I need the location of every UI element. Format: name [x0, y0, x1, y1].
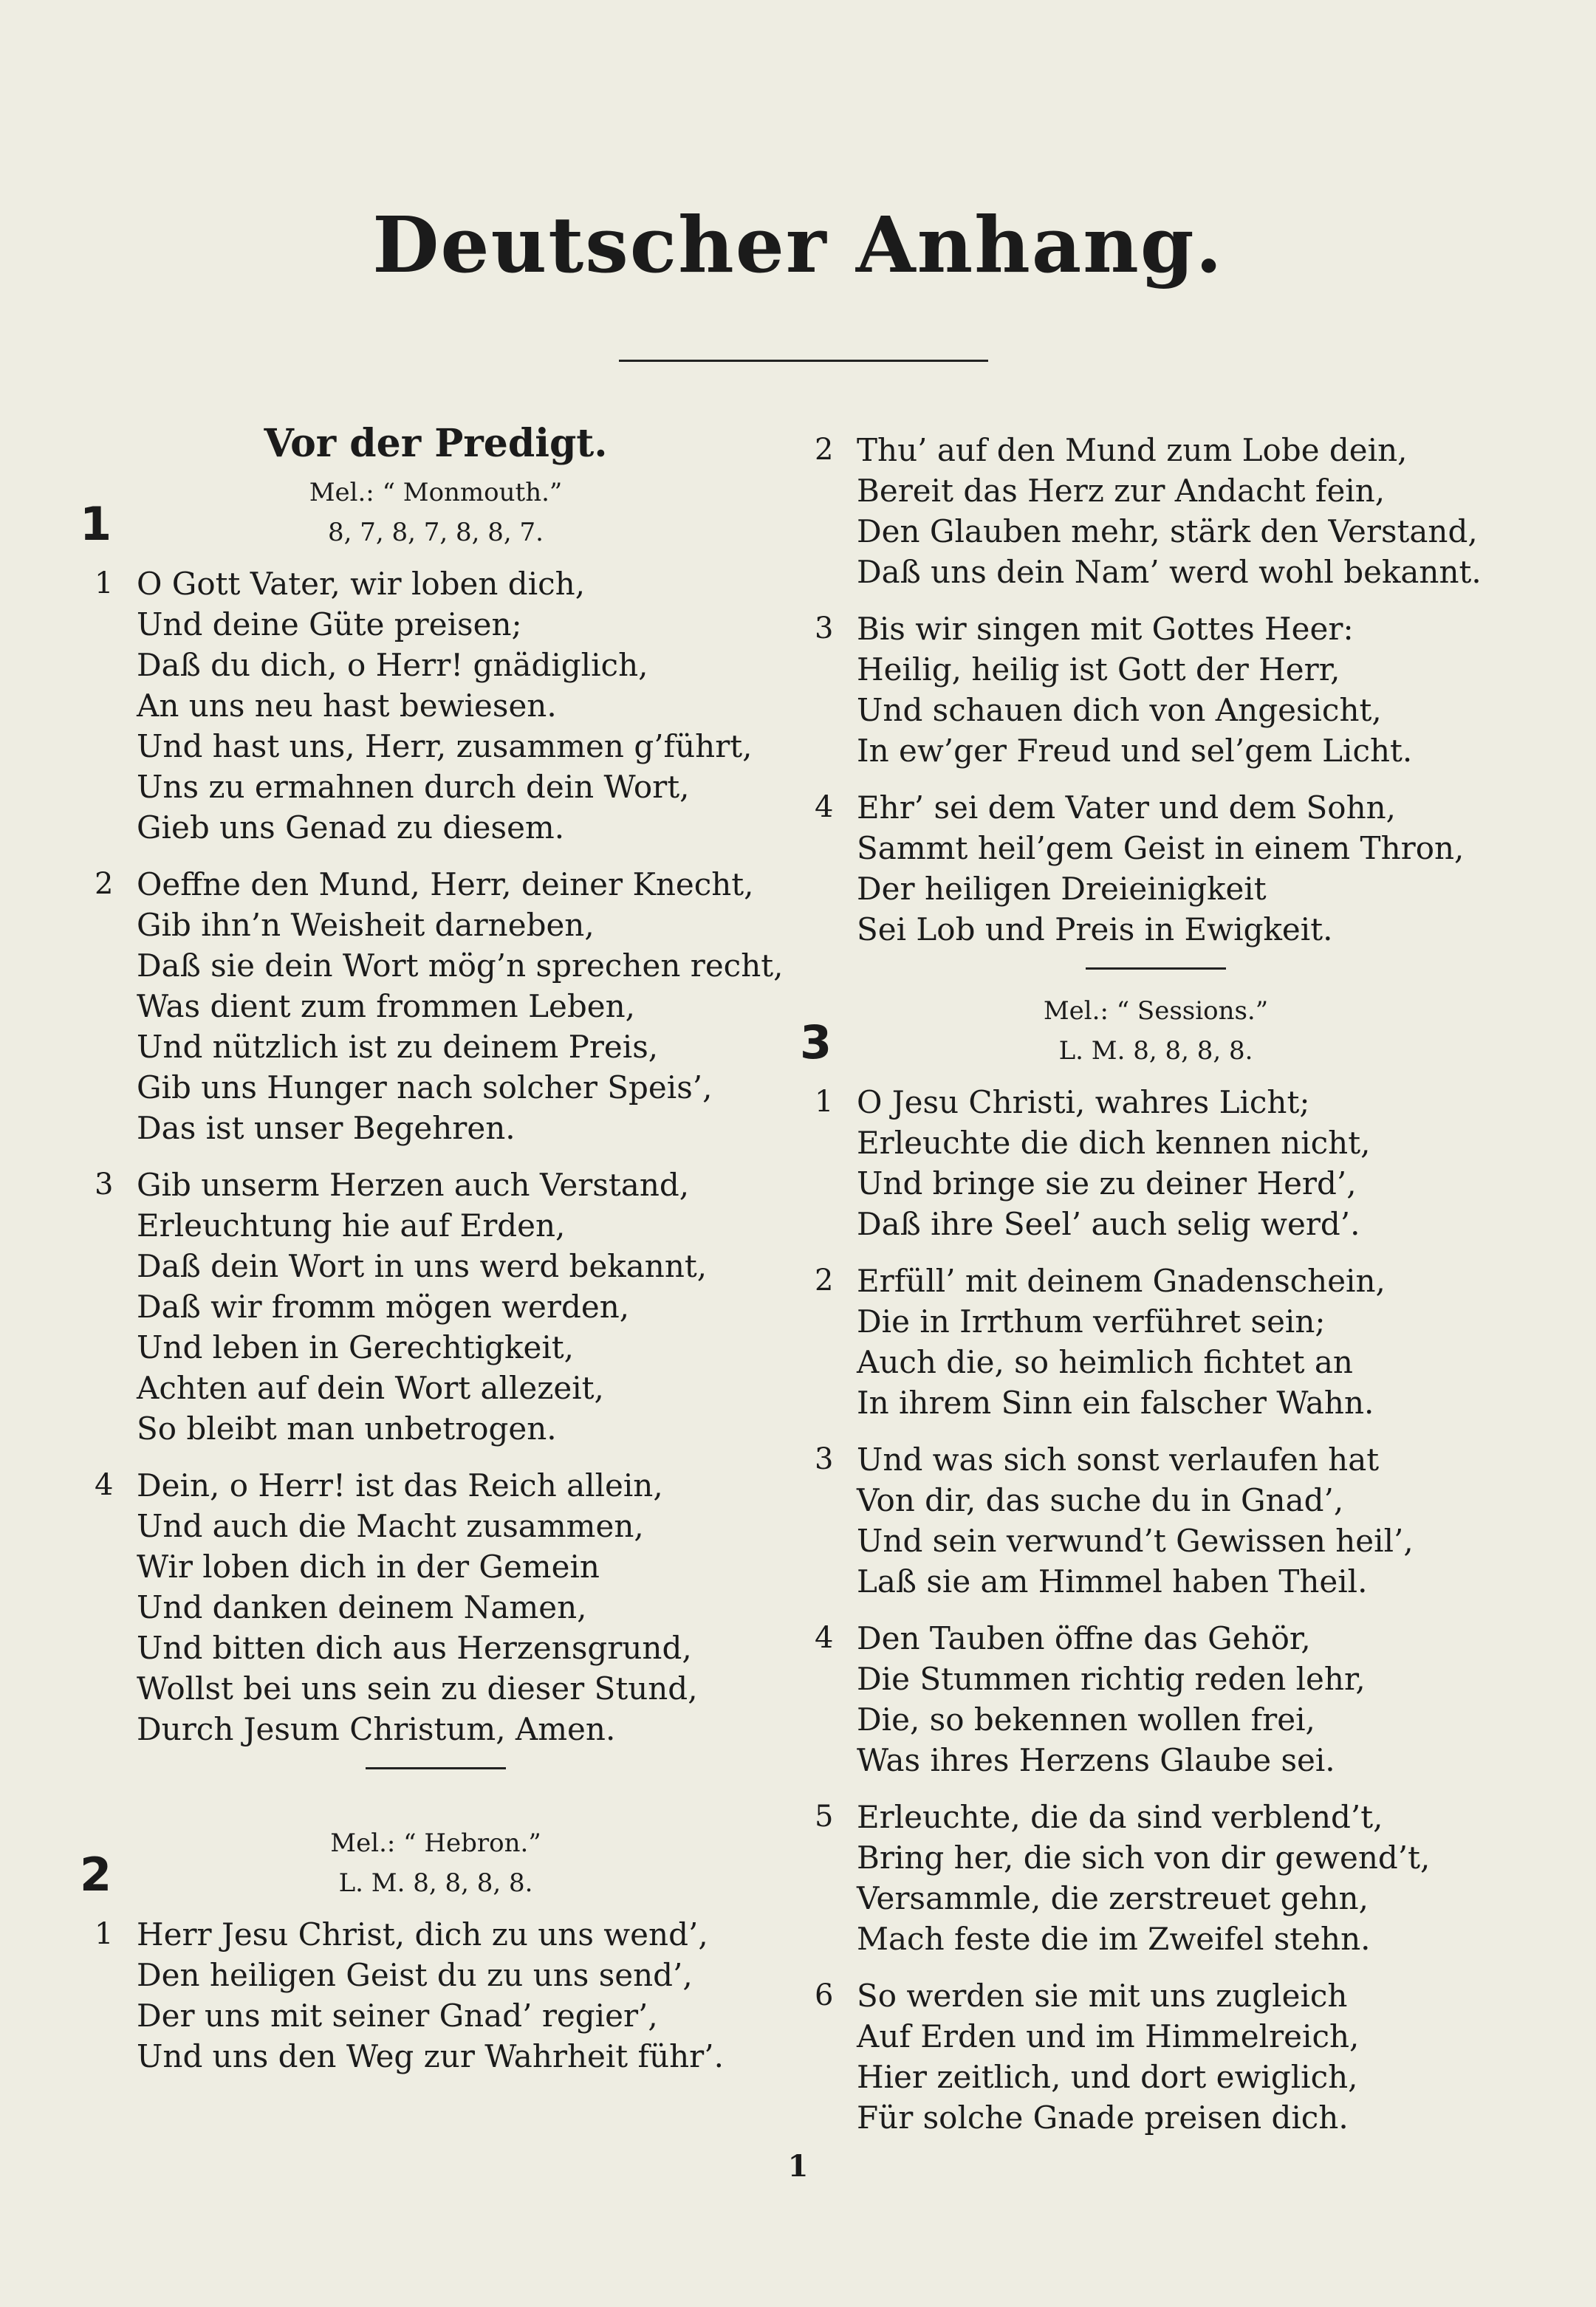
verse-lines	[857, 1439, 1503, 1602]
hymn-meter-row	[80, 497, 783, 555]
verse-number: 2	[815, 1264, 834, 1298]
title-divider	[619, 360, 988, 362]
verse-line: Den Tauben öffne das Gehör,	[857, 1620, 1311, 1656]
verse	[809, 1082, 1503, 1244]
verse-number: 1	[815, 1085, 834, 1119]
verse-number: 3	[95, 1168, 114, 1202]
hymn-meter: L. M. 8, 8, 8, 8.	[338, 1868, 533, 1898]
verse-lines	[857, 1261, 1503, 1423]
verse-line: Was dient zum frommen Leben,	[137, 988, 635, 1024]
verse-line: Daß dein Wort in uns werd bekannt,	[137, 1248, 708, 1284]
verse-line: An uns neu hast bewiesen.	[137, 688, 557, 724]
hymn-meter-row	[80, 1848, 783, 1905]
verse-number: 1	[95, 566, 114, 600]
verse-line: Und nützlich ist zu deinem Preis,	[137, 1029, 659, 1065]
verse-line: Und leben in Gerechtigkeit,	[137, 1329, 575, 1365]
verse-lines	[857, 430, 1503, 592]
verse-list	[809, 430, 1503, 950]
verse-lines	[137, 1465, 783, 1749]
verse-lines	[857, 1618, 1503, 1780]
verse-number: 2	[815, 433, 834, 467]
verse-line: Und danken deinem Namen,	[137, 1589, 587, 1625]
verse-lines	[857, 609, 1503, 771]
verse	[89, 1165, 783, 1449]
hymn-meter: 8, 7, 8, 7, 8, 8, 7.	[328, 518, 544, 547]
verse-line: Daß wir fromm mögen werden,	[137, 1289, 630, 1325]
verse-line: Erleuchtung hie auf Erden,	[137, 1207, 566, 1244]
verse-line: Hier zeitlich, und dort ewiglich,	[857, 2059, 1358, 2095]
verse-line: Laß sie am Himmel haben Theil.	[857, 1563, 1368, 1600]
verse-line: Und sein verwund’t Gewissen heil’,	[857, 1523, 1414, 1559]
verse-line: Die, so bekennen wollen frei,	[857, 1701, 1315, 1738]
verse	[809, 609, 1503, 771]
verse	[809, 1797, 1503, 1959]
verse-number: 3	[815, 611, 834, 645]
right-column	[800, 421, 1503, 2154]
verse-line: In ew’ger Freud und sel’gem Licht.	[857, 733, 1413, 769]
hymn-number: 2	[80, 1848, 112, 1902]
verse-line: Und bringe sie zu deiner Herd’,	[857, 1165, 1357, 1202]
hymn-divider	[1086, 967, 1226, 970]
verse-line: Daß sie dein Wort mög’n sprechen recht,	[137, 947, 784, 984]
verse-line: Der uns mit seiner Gnad’ regier’,	[137, 1998, 658, 2034]
verse	[89, 864, 783, 1148]
verse-number: 3	[815, 1442, 834, 1476]
hymn-number: 3	[800, 1015, 832, 1069]
verse-line: Erleuchte die dich kennen nicht,	[857, 1125, 1371, 1161]
verse-line: Der heiligen Dreieinigkeit	[857, 871, 1267, 907]
verse-lines	[857, 1975, 1503, 2138]
verse	[809, 787, 1503, 950]
hymn-meter: L. M. 8, 8, 8, 8.	[1058, 1036, 1253, 1066]
verse-line: Und bitten dich aus Herzensgrund,	[137, 1630, 692, 1666]
verse	[89, 1465, 783, 1749]
hymn-number: 1	[80, 497, 112, 551]
verse-line: Das ist unser Begehren.	[137, 1110, 516, 1146]
verse-line: O Jesu Christi, wahres Licht;	[857, 1084, 1310, 1120]
verse-line: Mach feste die im Zweifel stehn.	[857, 1921, 1371, 1957]
left-column	[80, 414, 784, 2093]
hymn-melody: Mel.: “ Sessions.”	[1043, 996, 1269, 1026]
verse-line: So bleibt man unbetrogen.	[137, 1410, 557, 1447]
verse-line: Und deine Güte preisen;	[137, 606, 522, 642]
hymn-divider	[366, 1767, 506, 1769]
verse-line: Und hast uns, Herr, zusammen g’führt,	[137, 728, 753, 764]
page-number: 1	[787, 2149, 809, 2184]
verse-number: 4	[815, 790, 834, 824]
verse-line: Heilig, heilig ist Gott der Herr,	[857, 651, 1340, 688]
verse-lines	[857, 787, 1503, 950]
verse-list	[809, 1082, 1503, 2138]
verse	[809, 1439, 1503, 1602]
verse-lines	[137, 563, 783, 848]
verse-line: Ehr’ sei dem Vater und dem Sohn,	[857, 789, 1397, 826]
verse-line: Auch die, so heimlich fichtet an	[857, 1344, 1353, 1380]
hymn-melody: Mel.: “ Monmouth.”	[309, 478, 563, 507]
verse	[89, 563, 783, 848]
verse-lines	[137, 864, 783, 1148]
verse-line: Dein, o Herr! ist das Reich allein,	[137, 1467, 663, 1504]
verse-number: 6	[815, 1978, 834, 2012]
verse-line: Gieb uns Genad zu diesem.	[137, 809, 565, 846]
hymn-1	[80, 478, 784, 1749]
verse-line: Von dir, das suche du in Gnad’,	[857, 1482, 1344, 1518]
verse-line: Den heiligen Geist du zu uns send’,	[137, 1957, 693, 1993]
verse-lines	[137, 1914, 783, 2077]
verse-line: Versammle, die zerstreuet gehn,	[857, 1880, 1369, 1916]
verse	[809, 1618, 1503, 1780]
verse-line: Und was sich sonst verlaufen hat	[857, 1442, 1380, 1478]
verse-line: Und auch die Macht zusammen,	[137, 1508, 644, 1544]
verse-number: 4	[815, 1621, 834, 1655]
verse-line: O Gott Vater, wir loben dich,	[137, 566, 586, 602]
section-heading: Vor der Predigt.	[264, 421, 608, 466]
verse	[809, 1975, 1503, 2138]
verse-lines	[857, 1082, 1503, 1244]
verse-line: Bis wir singen mit Gottes Heer:	[857, 611, 1354, 647]
verse-line: Durch Jesum Christum, Amen.	[137, 1711, 616, 1747]
verse-line: Gib uns Hunger nach solcher Speis’,	[137, 1069, 713, 1105]
verse-line: Und schauen dich von Angesicht,	[857, 692, 1382, 728]
verse-line: Auf Erden und im Himmelreich,	[857, 2018, 1360, 2054]
verse	[809, 430, 1503, 592]
verse-line: Und uns den Weg zur Wahrheit führ’.	[137, 2038, 724, 2074]
verse-number: 4	[95, 1468, 114, 1502]
verse-number: 2	[95, 867, 114, 901]
verse-line: In ihrem Sinn ein falscher Wahn.	[857, 1385, 1374, 1421]
verse-line: Bring her, die sich von dir gewend’t,	[857, 1840, 1431, 1876]
verse	[809, 1261, 1503, 1423]
verse-line: Sei Lob und Preis in Ewigkeit.	[857, 911, 1333, 947]
hymn-2	[80, 1828, 783, 2077]
verse-line: Den Glauben mehr, stärk den Verstand,	[857, 513, 1478, 549]
verse-line: So werden sie mit uns zugleich	[857, 1978, 1348, 2014]
verse-line: Erfüll’ mit deinem Gnadenschein,	[857, 1263, 1386, 1299]
verse-line: Thu’ auf den Mund zum Lobe dein,	[857, 432, 1408, 468]
page-title: Deutscher Anhang.	[372, 199, 1224, 290]
verse-list	[89, 563, 783, 1749]
hymn-meter-row	[800, 1015, 1503, 1073]
verse-line: Wir loben dich in der Gemein	[137, 1549, 600, 1585]
verse	[89, 1914, 783, 2077]
verse-line: Daß du dich, o Herr! gnädiglich,	[137, 647, 648, 683]
verse-line: Die in Irrthum verführet sein;	[857, 1303, 1326, 1340]
verse-line: Achten auf dein Wort allezeit,	[137, 1370, 604, 1406]
verse-lines	[137, 1165, 783, 1449]
verse-line: Oeffne den Mund, Herr, deiner Knecht,	[137, 866, 754, 902]
verse-lines	[857, 1797, 1503, 1959]
verse-line: Daß ihre Seel’ auch selig werd’.	[857, 1206, 1360, 1242]
hymn-melody: Mel.: “ Hebron.”	[330, 1828, 541, 1858]
verse-line: Uns zu ermahnen durch dein Wort,	[137, 769, 690, 805]
verse-list	[89, 1914, 783, 2077]
verse-line: Herr Jesu Christ, dich zu uns wend’,	[137, 1916, 708, 1953]
verse-line: Erleuchte, die da sind verblend’t,	[857, 1799, 1383, 1835]
verse-line: Was ihres Herzens Glaube sei.	[857, 1742, 1335, 1778]
verse-line: Gib ihn’n Weisheit darneben,	[137, 907, 595, 943]
verse-line: Wollst bei uns sein zu dieser Stund,	[137, 1670, 698, 1707]
verse-number: 1	[95, 1917, 114, 1951]
verse-line: Sammt heil’gem Geist in einem Thron,	[857, 830, 1465, 866]
verse-number: 5	[815, 1800, 834, 1834]
hymn-3	[800, 996, 1503, 2138]
verse-line: Daß uns dein Nam’ werd wohl bekannt.	[857, 554, 1482, 590]
verse-line: Gib unserm Herzen auch Verstand,	[137, 1167, 690, 1203]
verse-line: Für solche Gnade preisen dich.	[857, 2099, 1349, 2136]
verse-line: Die Stummen richtig reden lehr,	[857, 1661, 1366, 1697]
verse-line: Bereit das Herz zur Andacht fein,	[857, 473, 1386, 509]
